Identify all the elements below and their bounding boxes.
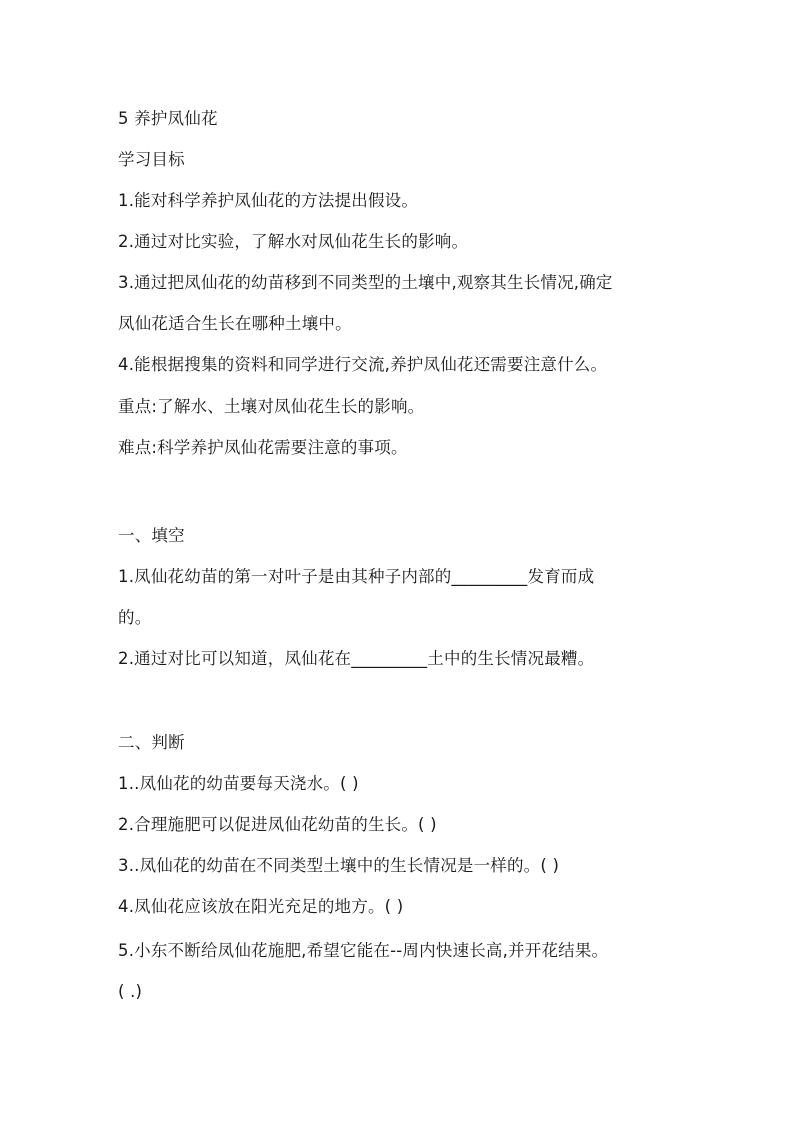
key-point: 重点:了解水、土壤对凤仙花生长的影响。	[118, 397, 425, 416]
answer-bracket: ( .)	[118, 982, 143, 1001]
true-false-question: 4.凤仙花应该放在阳光充足的地方。( )	[118, 897, 404, 916]
section-heading-fill-blank: 一、填空	[118, 526, 185, 545]
objective-item: 2.通过对比实验，了解水对凤仙花生长的影响。	[118, 232, 469, 251]
section-heading-true-false: 二、判断	[118, 733, 185, 752]
fill-blank-question-continued: 的。	[118, 608, 152, 627]
fill-blank-question: 2.通过对比可以知道，凤仙花在_________土中的生长情况最糟。	[118, 649, 595, 668]
objective-item: 3.通过把凤仙花的幼苗移到不同类型的土壤中,观察其生长情况,确定	[118, 273, 613, 292]
true-false-question: 2.合理施肥可以促进凤仙花幼苗的生长。( )	[118, 815, 437, 834]
page-title: 5 养护凤仙花	[118, 109, 218, 128]
true-false-question: 1..凤仙花的幼苗要每天浇水。( )	[118, 774, 359, 793]
objective-item: 4.能根据搜集的资料和同学进行交流,养护凤仙花还需要注意什么。	[118, 355, 608, 374]
difficult-point: 难点:科学养护凤仙花需要注意的事项。	[118, 438, 408, 457]
objectives-heading: 学习目标	[118, 150, 185, 169]
true-false-question: 3..凤仙花的幼苗在不同类型土壤中的生长情况是一样的。( )	[118, 856, 560, 875]
objective-item: 1.能对科学养护凤仙花的方法提出假设。	[118, 191, 419, 210]
fill-blank-question: 1.凤仙花幼苗的第一对叶子是由其种子内部的_________发育而成	[118, 567, 595, 586]
true-false-question: 5.小东不断给凤仙花施肥,希望它能在--周内快速长高,并开花结果。	[118, 941, 609, 960]
objective-item-continued: 凤仙花适合生长在哪种土壤中。	[118, 314, 352, 333]
